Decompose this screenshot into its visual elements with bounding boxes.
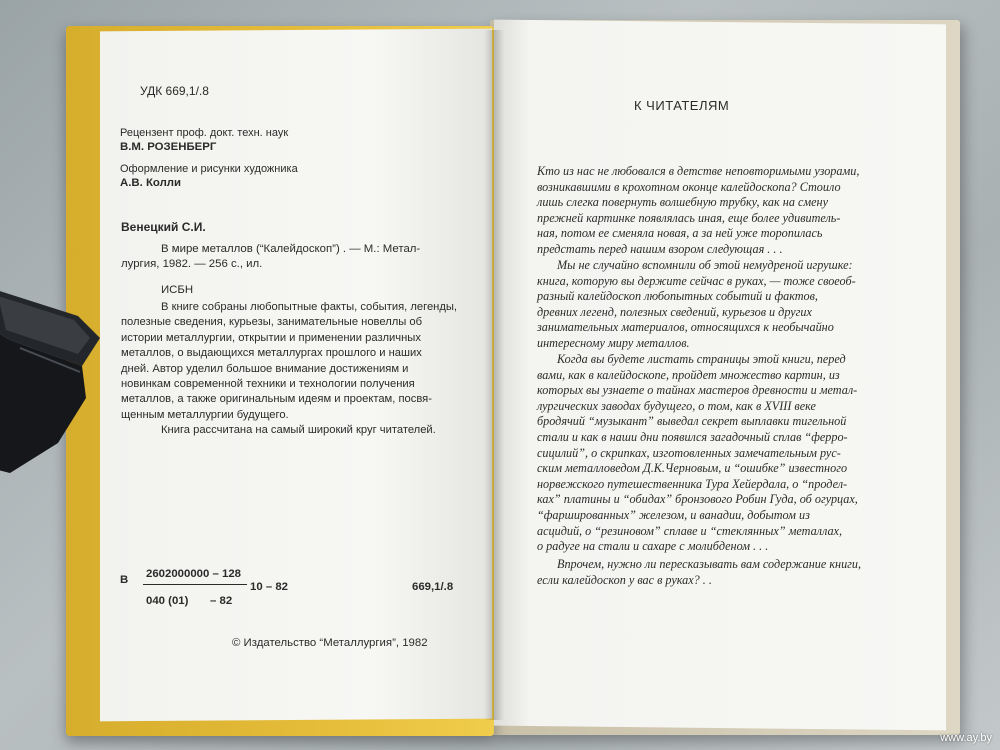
annotation-line: истории металлургии, открытии и применении различных <box>121 331 421 344</box>
binder-clip <box>0 268 110 478</box>
book-gutter <box>484 30 504 720</box>
annotation-line: металлов, а также оригинальным идеям и проектам, посвя- <box>121 393 432 406</box>
audience-line: Книга рассчитана на самый широкий круг читателей. <box>161 424 436 437</box>
code-tail: 10 – 82 <box>250 581 289 593</box>
text-line: Кто из нас не любовался в детстве неповторимыми узорами, <box>537 164 860 178</box>
code-denominator-b: – 82 <box>210 595 233 607</box>
text-line: стали и как в наши дни появился загадочный сплав “ферро- <box>537 429 848 444</box>
text-line: лургических заводах будущего, о том, как в XVIII веке <box>537 398 816 413</box>
code-letter: В <box>120 574 129 586</box>
paragraph-2 <box>537 258 856 352</box>
text-line: “фаршированных” железом, и ванадии, добытом из <box>537 507 810 522</box>
text-line: занимательных материалов, относящихся к необычайно <box>537 320 834 335</box>
annotation-line: полезные сведения, курьезы, занимательные новеллы об <box>121 316 423 329</box>
reviewer-name: В.М. РОЗЕНБЕРГ <box>120 141 217 153</box>
annotation-line: металлов, о выдающихся металлургах прошлого и наших <box>121 347 422 360</box>
annotation-line: В книге собраны любопытные факты, события, легенды, <box>161 301 458 313</box>
text-line: вами, как в калейдоскопе, пройдет множество картин, из <box>537 367 840 382</box>
text-line: норвежского путешественника Тура Хейердала, о “продел- <box>537 476 848 491</box>
text-line: возникавшими в крохотном оконце калейдоскопа? Стоило <box>537 179 841 194</box>
text-line: ная, потом ее сменяла новая, а за ней уже торопилась <box>537 226 823 241</box>
bibliographic-citation <box>121 242 420 272</box>
text-line: Впрочем, нужно ли пересказывать вам содержание книги, <box>557 557 862 571</box>
text-line: древних легенд, полезных сведений, курьезов и других <box>537 304 812 319</box>
citation-line: лургия, 1982. — 256 с., ил. <box>121 258 263 271</box>
text-line: ским металловедом Д.К.Черновым, и “ошибке” известного <box>537 461 848 476</box>
text-line: если калейдоскоп у вас в руках? . . <box>537 572 712 587</box>
paragraph-4 <box>537 557 861 588</box>
text-line: о радуге на стали и сахаре с молибденом . . . <box>537 539 769 554</box>
text-line: Когда вы будете листать страницы этой книги, перед <box>557 352 846 366</box>
citation-line: В мире металлов (“Калейдоскоп”) . — М.: Метал- <box>161 243 421 255</box>
code-numerator: 2602000000 – 128 <box>146 568 242 580</box>
annotation-line: дней. Автор уделил большое внимание достижениям и <box>121 362 409 375</box>
text-line: предстать перед нашим взором следующая . . . <box>537 241 783 256</box>
code-denominator-a: 040 (01) <box>146 595 189 607</box>
text-line: асцидий, о “резиновом” сплаве и “стеклянных” металлах, <box>537 523 842 538</box>
text-line: которых вы узнаете о тайнах мастеров древности и метал- <box>537 383 858 398</box>
text-line: разный калейдоскоп любопытных событий и фактов, <box>537 289 818 304</box>
text-line: Мы не случайно вспомнили об этой немудреной игрушке: <box>557 258 853 272</box>
design-label: Оформление и рисунки художника <box>120 163 298 175</box>
text-line: прежней картинке появлялась иная, еще более удивитель- <box>537 210 841 225</box>
text-line: ках” платины и “обидах” бронзового Робин Гуда, об огурцах, <box>537 492 858 507</box>
text-line: сицилий”, о скрипках, изготовленных замечательным рус- <box>537 445 841 460</box>
isbn-label: ИСБН <box>161 284 194 296</box>
paragraph-3 <box>537 352 858 555</box>
annotation-line: новинкам современной техники и технологии получения <box>121 378 415 391</box>
annotation <box>121 300 457 439</box>
section-heading: К ЧИТАТЕЛЯМ <box>634 98 730 113</box>
author-name: Венецкий С.И. <box>121 220 206 234</box>
reviewer-label: Рецензент проф. докт. техн. наук <box>120 127 289 139</box>
udk-repeat: 669,1/.8 <box>412 581 454 593</box>
design-name: А.В. Колли <box>120 177 182 189</box>
text-line: интересному миру металлов. <box>537 335 690 350</box>
paragraph-1 <box>537 164 859 258</box>
annotation-line: щенным металлургии будущего. <box>121 408 289 421</box>
copyright-line: © Издательство “Металлургия”, 1982 <box>232 637 428 649</box>
text-line: лишь слегка повернуть волшебную трубку, как на смену <box>537 195 829 210</box>
text-line: бродячий “музыкант” выведал секрет выплавки тигельной <box>537 414 847 429</box>
watermark: www.ay.by <box>940 732 992 744</box>
text-line: книга, которую вы держите сейчас в руках, — тоже своеоб- <box>537 273 856 288</box>
udk-code: УДК 669,1/.8 <box>140 84 209 98</box>
fraction-bar <box>143 584 247 585</box>
